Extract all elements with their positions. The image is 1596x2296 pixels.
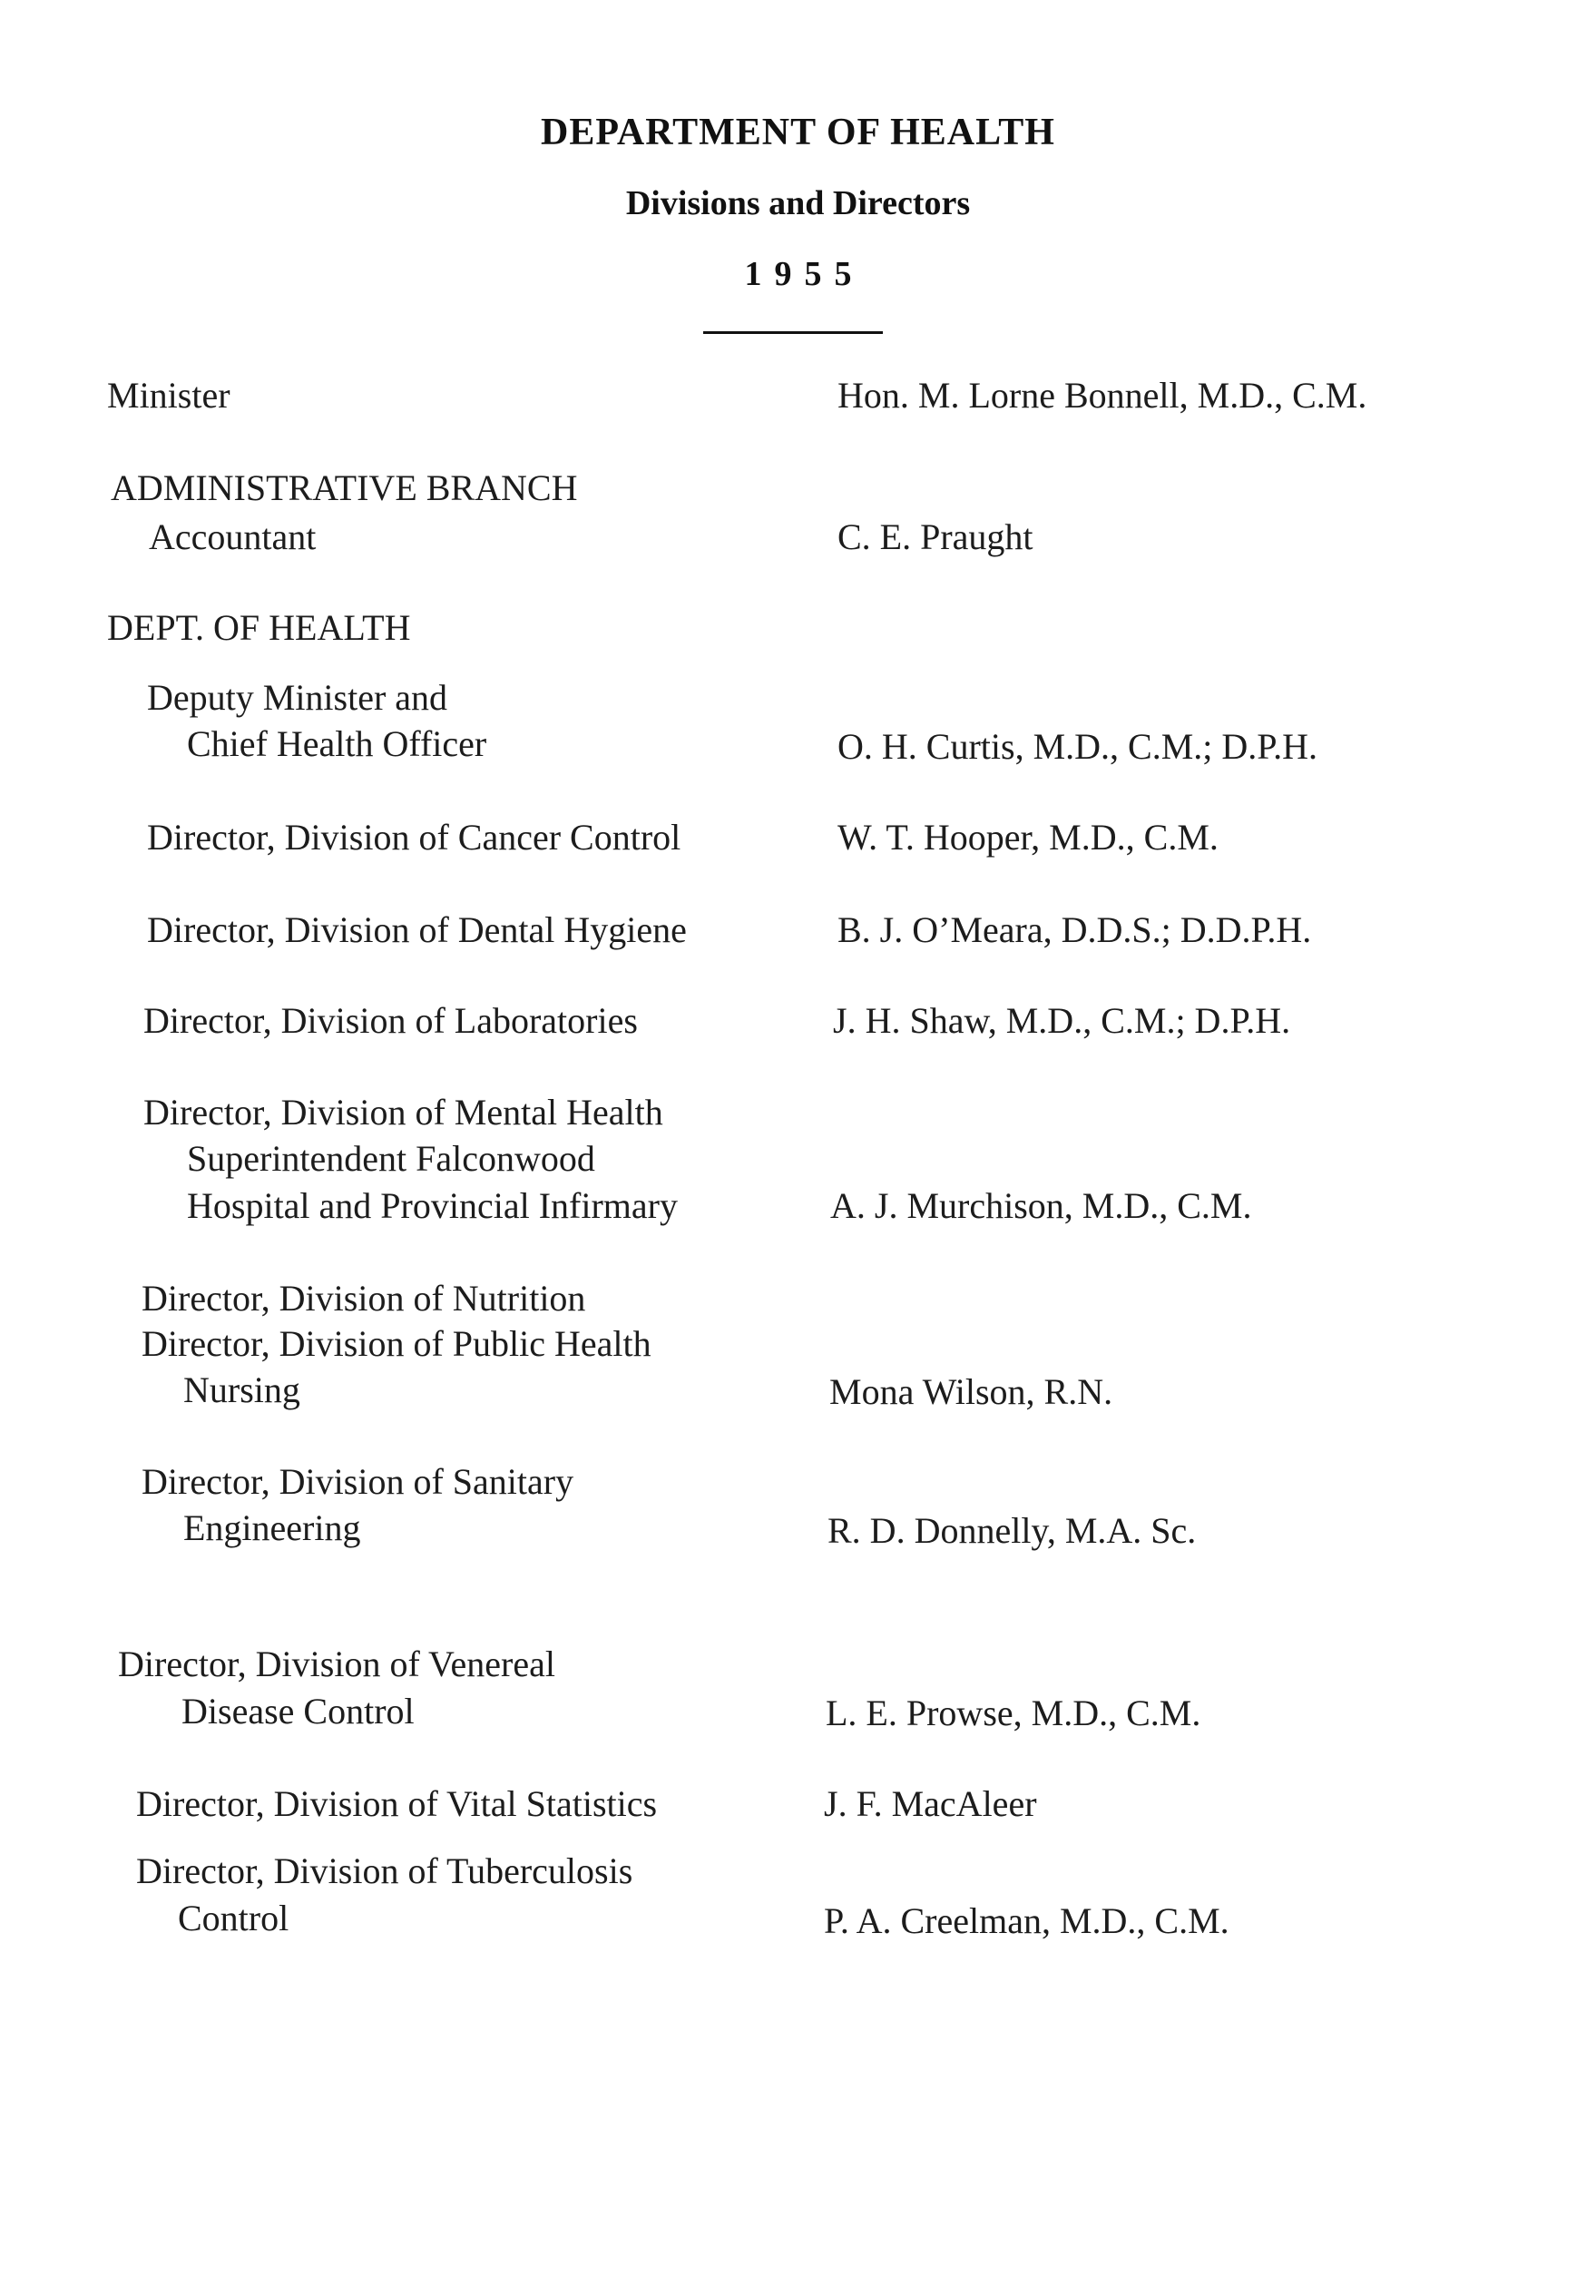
document-subtitle: Divisions and Directors — [625, 184, 971, 222]
nutrition-label-line1: Director, Division of Nutrition — [142, 1278, 586, 1319]
mental-health-label-line2: Superintendent Falconwood — [187, 1138, 595, 1179]
minister-label: Minister — [107, 375, 230, 416]
mental-health-label-line1: Director, Division of Mental Health — [143, 1092, 663, 1133]
vital-statistics-name: J. F. MacAleer — [824, 1783, 1037, 1824]
accountant-label: Accountant — [149, 516, 317, 557]
deputy-minister-label-line1: Deputy Minister and — [147, 677, 448, 718]
venereal-name: L. E. Prowse, M.D., C.M. — [826, 1693, 1201, 1733]
cancer-control-name: W. T. Hooper, M.D., C.M. — [837, 817, 1219, 858]
minister-name: Hon. M. Lorne Bonnell, M.D., C.M. — [837, 375, 1367, 416]
dental-hygiene-name: B. J. O’Meara, D.D.S.; D.D.P.H. — [837, 909, 1312, 950]
title-rule — [703, 331, 883, 334]
nutrition-label-line2: Director, Division of Public Health — [142, 1323, 651, 1364]
cancer-control-label: Director, Division of Cancer Control — [147, 817, 681, 858]
laboratories-label: Director, Division of Laboratories — [143, 1000, 638, 1041]
sanitary-name: R. D. Donnelly, M.A. Sc. — [827, 1510, 1197, 1551]
sanitary-label-line2: Engineering — [183, 1507, 361, 1548]
document-year: 1955 — [744, 255, 865, 293]
mental-health-label-line3: Hospital and Provincial Infirmary — [187, 1185, 678, 1226]
deputy-minister-name: O. H. Curtis, M.D., C.M.; D.P.H. — [837, 726, 1317, 767]
document-title: DEPARTMENT OF HEALTH — [541, 112, 1055, 153]
venereal-label-line2: Disease Control — [181, 1691, 415, 1732]
dental-hygiene-label: Director, Division of Dental Hygiene — [147, 909, 687, 950]
tuberculosis-label-line1: Director, Division of Tuberculosis — [136, 1850, 633, 1891]
section-heading-dept-health: DEPT. OF HEALTH — [107, 607, 411, 648]
mental-health-name: A. J. Murchison, M.D., C.M. — [830, 1185, 1252, 1226]
tuberculosis-name: P. A. Creelman, M.D., C.M. — [824, 1900, 1229, 1941]
nutrition-label-line3: Nursing — [183, 1369, 300, 1410]
accountant-name: C. E. Praught — [837, 516, 1033, 557]
section-heading-administrative: ADMINISTRATIVE BRANCH — [111, 467, 578, 508]
sanitary-label-line1: Director, Division of Sanitary — [142, 1461, 574, 1502]
vital-statistics-label: Director, Division of Vital Statistics — [136, 1783, 658, 1824]
venereal-label-line1: Director, Division of Venereal — [118, 1644, 555, 1684]
nutrition-name: Mona Wilson, R.N. — [829, 1371, 1113, 1412]
laboratories-name: J. H. Shaw, M.D., C.M.; D.P.H. — [833, 1000, 1291, 1041]
tuberculosis-label-line2: Control — [178, 1898, 289, 1938]
deputy-minister-label-line2: Chief Health Officer — [187, 723, 487, 764]
